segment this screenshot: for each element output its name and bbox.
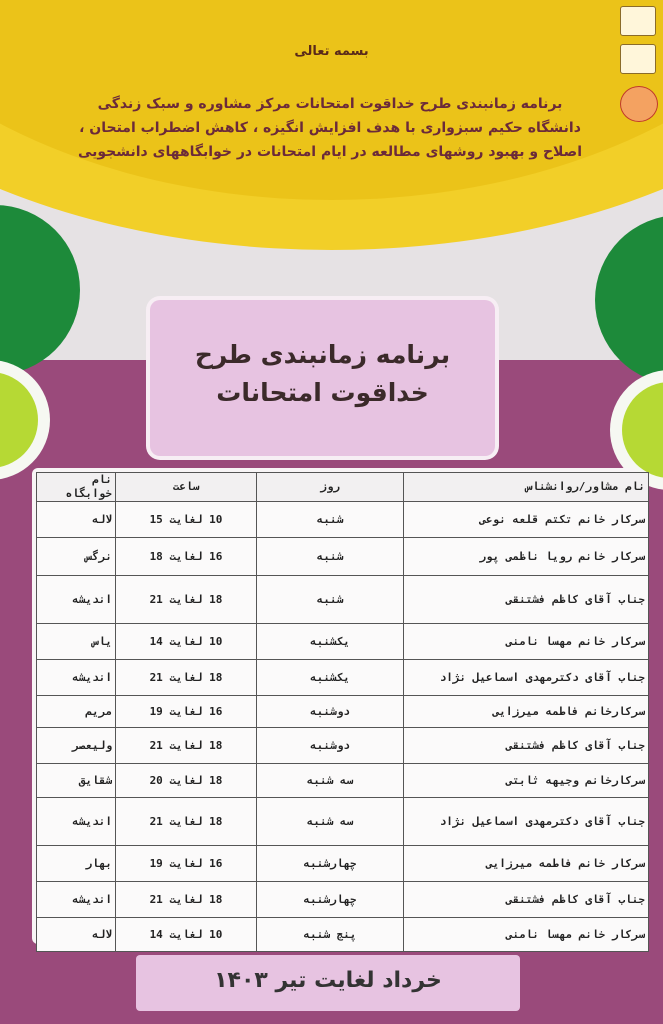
title-line-2: خداقوت امتحانات bbox=[216, 378, 429, 407]
header-counselor: نام مشاور/روانشناس bbox=[404, 473, 649, 502]
cell-day: شنبه bbox=[257, 502, 404, 538]
cell-dorm: بهار bbox=[37, 846, 116, 882]
cell-time: 16 لغایت 19 bbox=[116, 846, 257, 882]
cell-time: 10 لغایت 14 bbox=[116, 624, 257, 660]
table-row bbox=[37, 798, 649, 846]
cell-dorm: اندیشه bbox=[37, 798, 116, 846]
cell-counselor: سرکارخانم فاطمه میرزایی bbox=[404, 696, 649, 728]
table-row bbox=[37, 882, 649, 918]
cell-day: یکشنبه bbox=[257, 624, 404, 660]
cell-time: 18 لغایت 21 bbox=[116, 798, 257, 846]
table-row bbox=[37, 576, 649, 624]
cell-day: سه شنبه bbox=[257, 764, 404, 798]
cell-time: 10 لغایت 14 bbox=[116, 918, 257, 952]
page-title bbox=[150, 336, 495, 412]
cell-day: دوشنبه bbox=[257, 728, 404, 764]
cell-time: 18 لغایت 21 bbox=[116, 660, 257, 696]
title-line-1: برنامه زمانبندی طرح bbox=[194, 340, 451, 369]
cell-counselor: جناب آقای کاظم فشتنقی bbox=[404, 882, 649, 918]
table-row bbox=[37, 660, 649, 696]
cell-counselor: جناب آقای کاظم فشتنقی bbox=[404, 728, 649, 764]
cell-day: چهارشنبه bbox=[257, 846, 404, 882]
table-row bbox=[37, 624, 649, 660]
cell-time: 18 لغایت 21 bbox=[116, 882, 257, 918]
cell-counselor: سرکار خانم فاطمه میرزایی bbox=[404, 846, 649, 882]
cell-dorm: شقایق bbox=[37, 764, 116, 798]
cell-dorm: اندیشه bbox=[37, 882, 116, 918]
cell-dorm: یاس bbox=[37, 624, 116, 660]
table-row bbox=[37, 764, 649, 798]
cell-dorm: لاله bbox=[37, 918, 116, 952]
cell-day: دوشنبه bbox=[257, 696, 404, 728]
cell-dorm: لاله bbox=[37, 502, 116, 538]
intro-paragraph: برنامه زمانبندی طرح خداقوت امتحانات مرکز مشاوره و سبک زندگی دانشگاه حکیم سبزواری با هدف افزایش انگیزه ، کاهش اضطراب امتحان ، اصلاح و بهبود روشهای مطالعه در ایام امتحانات در خوابگاههای دانشجویی bbox=[77, 96, 583, 160]
cell-counselor: سرکار خانم تکتم قلعه نوعی bbox=[404, 502, 649, 538]
cell-time: 18 لغایت 20 bbox=[116, 764, 257, 798]
cell-counselor: جناب آقای دکترمهدی اسماعیل نژاد bbox=[404, 798, 649, 846]
cell-day: پنج شنبه bbox=[257, 918, 404, 952]
cell-counselor: جناب آقای کاظم فشتنقی bbox=[404, 576, 649, 624]
table-body bbox=[37, 502, 649, 952]
cell-counselor: سرکارخانم وجیهه ثابتی bbox=[404, 764, 649, 798]
cell-day: یکشنبه bbox=[257, 660, 404, 696]
cell-dorm: ولیعصر bbox=[37, 728, 116, 764]
header-day: روز bbox=[257, 473, 404, 502]
table-row bbox=[37, 728, 649, 764]
cell-day: شنبه bbox=[257, 576, 404, 624]
cell-counselor: سرکار خانم مهسا نامنی bbox=[404, 624, 649, 660]
schedule-table bbox=[36, 472, 649, 952]
cell-day: سه شنبه bbox=[257, 798, 404, 846]
table-row bbox=[37, 918, 649, 952]
header-dorm: نام خوابگاه bbox=[37, 473, 116, 502]
cell-counselor: سرکار خانم مهسا نامنی bbox=[404, 918, 649, 952]
cell-time: 18 لغایت 21 bbox=[116, 728, 257, 764]
cell-dorm: اندیشه bbox=[37, 660, 116, 696]
cell-time: 10 لغایت 15 bbox=[116, 502, 257, 538]
table-row bbox=[37, 538, 649, 576]
cell-day: شنبه bbox=[257, 538, 404, 576]
cell-time: 16 لغایت 19 bbox=[116, 696, 257, 728]
table-row bbox=[37, 696, 649, 728]
cell-dorm: نرگس bbox=[37, 538, 116, 576]
cell-counselor: جناب آقای دکترمهدی اسماعیل نژاد bbox=[404, 660, 649, 696]
ministry-logo-icon bbox=[620, 6, 656, 36]
table-header-row bbox=[37, 473, 649, 502]
cell-time: 18 لغایت 21 bbox=[116, 576, 257, 624]
bismillah-text: بسمه تعالی bbox=[294, 44, 369, 59]
header-time: ساعت bbox=[116, 473, 257, 502]
cell-time: 16 لغایت 18 bbox=[116, 538, 257, 576]
table-row bbox=[37, 502, 649, 538]
date-range-text: خرداد لغایت تیر ۱۴۰۳ bbox=[214, 968, 442, 993]
table-row bbox=[37, 846, 649, 882]
cell-day: چهارشنبه bbox=[257, 882, 404, 918]
counseling-center-logo-icon bbox=[620, 86, 658, 122]
cell-dorm: مریم bbox=[37, 696, 116, 728]
cell-dorm: اندیشه bbox=[37, 576, 116, 624]
cell-counselor: سرکار خانم رویا ناظمی پور bbox=[404, 538, 649, 576]
